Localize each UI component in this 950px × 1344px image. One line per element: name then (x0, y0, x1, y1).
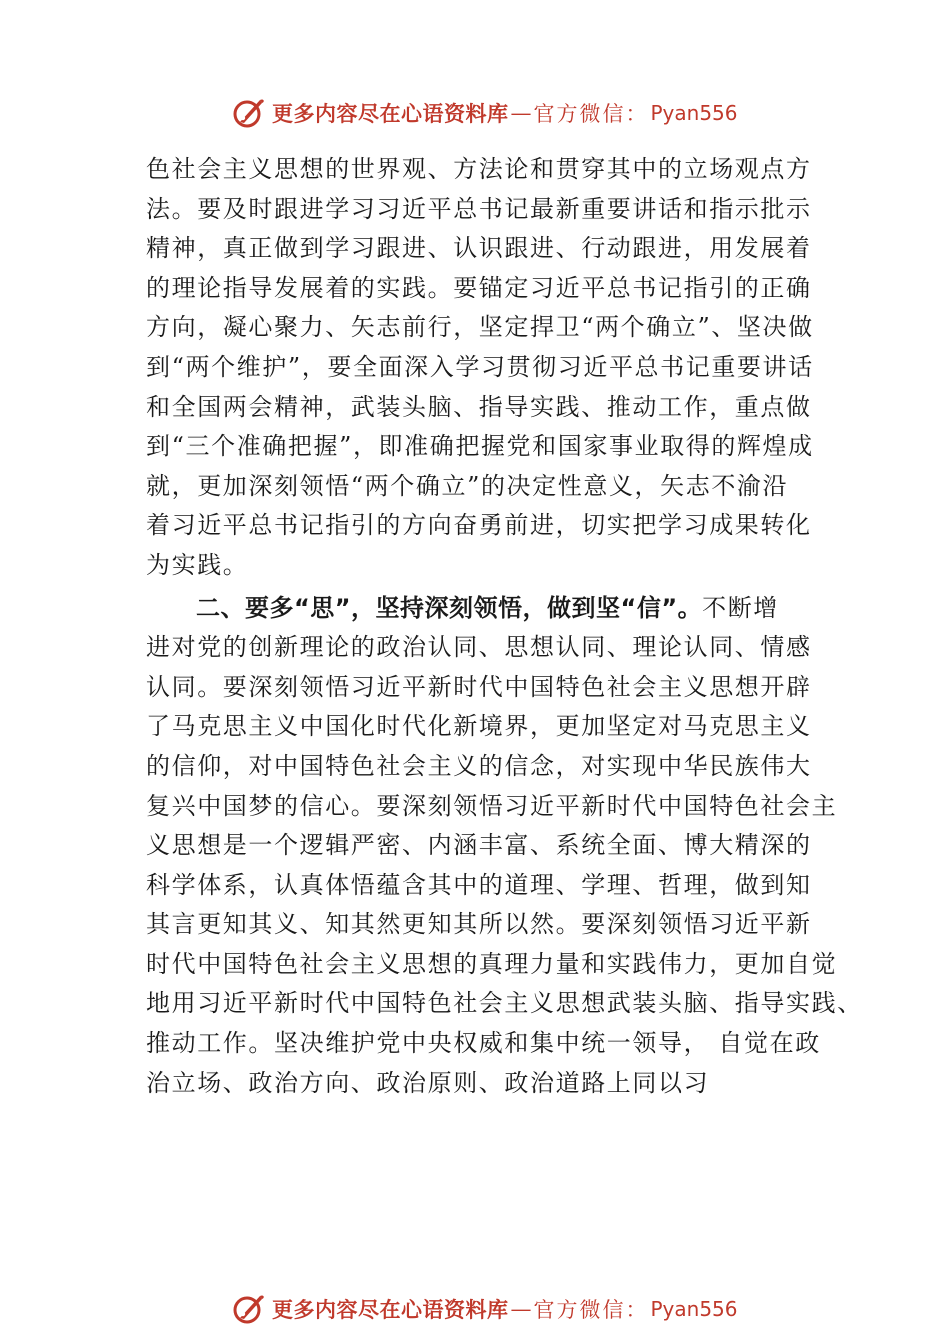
paragraph-1-line: 的理论指导发展着的实践。要锚定习近平总书记指引的正确 (146, 273, 812, 302)
watermark-official: 官方微信： (533, 1298, 649, 1322)
paragraph-1-line: 到“两个维护”，要全面深入学习贯彻习近平总书记重要讲话 (146, 352, 814, 381)
paragraph-2-heading-line (146, 589, 836, 629)
paragraph-2-line: 复兴中国梦的信心。要深刻领悟习近平新时代中国特色社会主 (146, 791, 838, 820)
paragraph-1-line: 为实践。 (146, 550, 249, 579)
paragraph-2-line: 认同。要深刻领悟习近平新时代中国特色社会主义思想开辟 (146, 672, 812, 701)
section-heading-tail: 不断增 (702, 593, 779, 622)
paragraph-2-line: 了马克思主义中国化时代化新境界，更加坚定对马克思主义 (146, 712, 812, 741)
paragraph-2-line: 科学体系，认真体悟蕴含其中的道理、学理、哲理，做到知 (146, 870, 812, 899)
paragraph-1-line: 着习近平总书记指引的方向奋勇前进，切实把学习成果转化 (146, 511, 812, 540)
quill-logo-icon (232, 96, 266, 130)
watermark-dash: — (510, 101, 532, 125)
watermark-brand: 更多内容尽在心语资料库 (272, 1297, 509, 1322)
paragraph-1-line: 到“三个准确把握”，即准确把握党和国家事业取得的辉煌成 (146, 432, 814, 461)
watermark-dash: — (510, 1297, 532, 1321)
watermark-id: Pyan556 (650, 101, 738, 125)
paragraph-1-line: 和全国两会精神，武装头脑、指导实践、推动工作，重点做 (146, 392, 812, 421)
paragraph-2-line: 义思想是一个逻辑严密、内涵丰富、系统全面、博大精深的 (146, 831, 812, 860)
paragraph-2-line: 进对党的创新理论的政治认同、思想认同、理论认同、情感 (146, 633, 812, 662)
paragraph-2-line: 治立场、政治方向、政治原则、政治道路上同以习 (146, 1068, 710, 1097)
document-body (146, 150, 863, 1103)
watermark-official: 官方微信： (533, 102, 649, 126)
paragraph-1-line: 法。要及时跟进学习习近平总书记最新重要讲话和指示批示 (146, 194, 812, 223)
watermark-brand: 更多内容尽在心语资料库 (272, 101, 509, 126)
paragraph-1-line: 方向，凝心聚力、矢志前行，坚定捍卫“两个确立”、坚决做 (146, 313, 814, 342)
paragraph-2-line: 地用习近平新时代中国特色社会主义思想武装头脑、指导实践、 (146, 989, 863, 1018)
paragraph-2-line: 时代中国特色社会主义思想的真理力量和实践伟力，更加自觉 (146, 949, 838, 978)
header-watermark (232, 96, 738, 130)
paragraph-1-line: 就，更加深刻领悟“两个确立”的决定性意义，矢志不渝沿 (146, 471, 789, 500)
paragraph-2-line: 的信仰，对中国特色社会主义的信念，对实现中华民族伟大 (146, 751, 812, 780)
quill-logo-icon (232, 1292, 266, 1326)
paragraph-2-line: 推动工作。坚决维护党中央权威和集中统一领导， 自觉在政 (146, 1029, 821, 1058)
section-heading: 二、要多“思”，坚持深刻领悟，做到坚“信”。 (196, 593, 703, 622)
footer-watermark (232, 1292, 738, 1326)
watermark-id: Pyan556 (650, 1297, 738, 1321)
paragraph-2-line: 其言更知其义、知其然更知其所以然。要深刻领悟习近平新 (146, 910, 812, 939)
paragraph-1-line: 色社会主义思想的世界观、方法论和贯穿其中的立场观点方 (146, 155, 812, 183)
paragraph-1-line: 精神，真正做到学习跟进、认识跟进、行动跟进，用发展着 (146, 234, 812, 263)
